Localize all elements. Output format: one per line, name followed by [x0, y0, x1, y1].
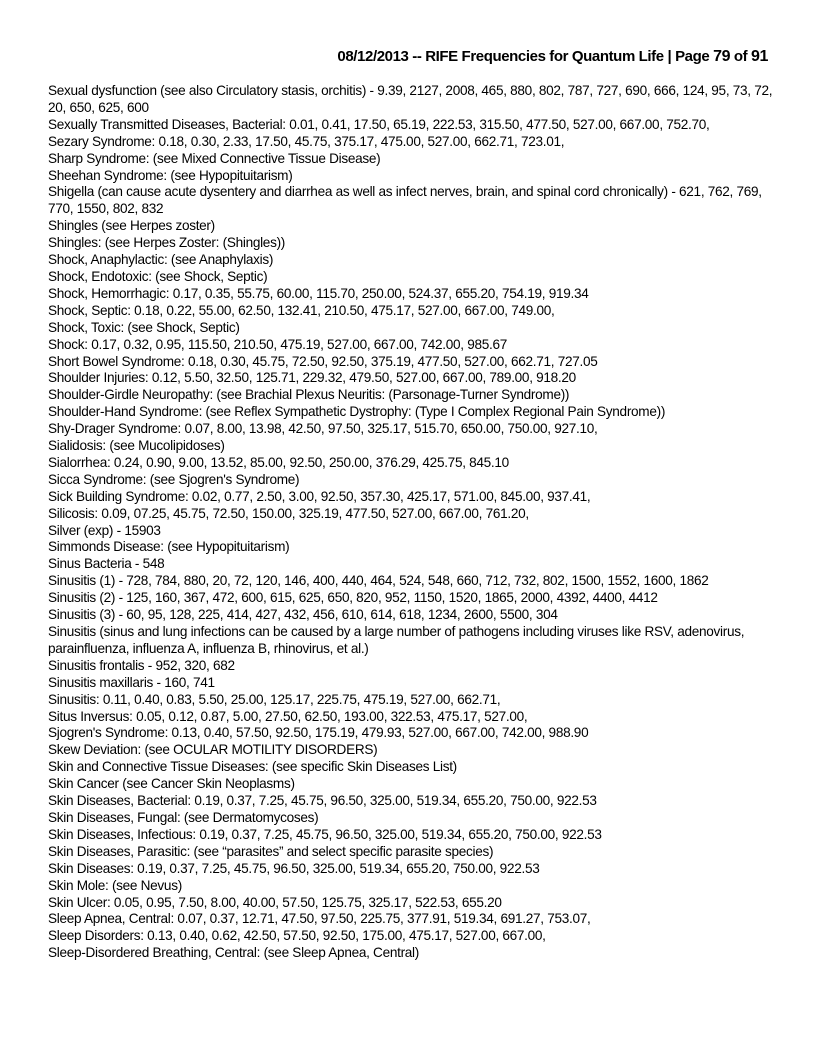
list-item: Skin Cancer (see Cancer Skin Neoplasms): [48, 776, 295, 792]
list-item: Sleep Apnea, Central: 0.07, 0.37, 12.71, 47.50, 97.50, 225.75, 377.91, 519.34, 691.27, 753.07,: [48, 911, 591, 927]
list-item: Sialidosis: (see Mucolipidoses): [48, 438, 225, 454]
list-item: Sinusitis (sinus and lung infections can be caused by a large number of pathogens including viruses like RSV, adenovirus, parainfluenza, influenza A, influenza B, rhinovirus, et al.): [48, 624, 745, 656]
page-label: Page: [675, 48, 714, 65]
list-item: Shigella (can cause acute dysentery and diarrhea as well as infect nerves, brain, and spinal cord chronically) - 621, 762, 769, 770, 1550, 802, 832: [48, 184, 762, 217]
list-item: Short Bowel Syndrome: 0.18, 0.30, 45.75, 72.50, 92.50, 375.19, 477.50, 527.00, 662.71, 727.05: [48, 353, 598, 369]
page-number: 79: [713, 48, 731, 65]
list-item: Shock: 0.17, 0.32, 0.95, 115.50, 210.50, 475.19, 527.00, 667.00, 742.00, 985.67: [48, 336, 508, 352]
list-item: Sleep-Disordered Breathing, Central: (see Sleep Apnea, Central): [48, 945, 420, 961]
list-item: Sinusitis: 0.11, 0.40, 0.83, 5.50, 25.00, 125.17, 225.75, 475.19, 527.00, 662.71,: [48, 691, 501, 707]
list-item: Shock, Septic: 0.18, 0.22, 55.00, 62.50, 132.41, 210.50, 475.17, 527.00, 667.00, 749.00,: [48, 302, 555, 318]
list-item: Silicosis: 0.09, 07.25, 45.75, 72.50, 150.00, 325.19, 477.50, 527.00, 667.00, 761.20,: [48, 505, 529, 521]
list-item: Shoulder Injuries: 0.12, 5.50, 32.50, 125.71, 229.32, 479.50, 527.00, 667.00, 789.00, 918.20: [48, 370, 576, 386]
list-item: Sexually Transmitted Diseases, Bacterial: 0.01, 0.41, 17.50, 65.19, 222.53, 315.50, 477.50, 527.00, 667.00, 752.70,: [48, 116, 710, 132]
list-item: Shingles: (see Herpes Zoster: (Shingles)): [48, 235, 286, 251]
of-label: of: [730, 48, 751, 65]
list-item: Skin Diseases, Bacterial: 0.19, 0.37, 7.25, 45.75, 96.50, 325.00, 519.34, 655.20, 750.00, 922.53: [48, 793, 597, 809]
list-item: Shock, Toxic: (see Shock, Septic): [48, 319, 240, 335]
total-pages: 91: [751, 48, 768, 65]
list-item: Shoulder-Girdle Neuropathy: (see Brachial Plexus Neuritis: (Parsonage-Turner Syndrome)): [48, 387, 570, 403]
list-item: Sicca Syndrome: (see Sjogren's Syndrome): [48, 471, 300, 487]
header-title: RIFE Frequencies for Quantum Life: [425, 48, 664, 65]
list-item: Sezary Syndrome: 0.18, 0.30, 2.33, 17.50, 45.75, 375.17, 475.00, 527.00, 662.71, 723.01,: [48, 133, 565, 149]
list-item: Skew Deviation: (see OCULAR MOTILITY DISORDERS): [48, 742, 378, 758]
list-item: Skin Diseases, Fungal: (see Dermatomycoses): [48, 809, 319, 825]
list-item: Sinusitis (3) - 60, 95, 128, 225, 414, 427, 432, 456, 610, 614, 618, 1234, 2600, 5500, 304: [48, 607, 558, 623]
header-pipe: |: [663, 48, 676, 65]
list-item: Silver (exp) - 15903: [48, 522, 161, 538]
list-item: Shock, Anaphylactic: (see Anaphylaxis): [48, 252, 274, 268]
list-item: Sinus Bacteria - 548: [48, 556, 165, 572]
list-item: Skin and Connective Tissue Diseases: (see specific Skin Diseases List): [48, 759, 457, 775]
list-item: Skin Diseases, Parasitic: (see “parasites” and select specific parasite species): [48, 843, 494, 859]
list-item: Situs Inversus: 0.05, 0.12, 0.87, 5.00, 27.50, 62.50, 193.00, 322.53, 475.17, 527.00,: [48, 708, 528, 724]
list-item: Shy-Drager Syndrome: 0.07, 8.00, 13.98, 42.50, 97.50, 325.17, 515.70, 650.00, 750.00, 927.10,: [48, 421, 598, 437]
list-item: Shingles (see Herpes zoster): [48, 218, 215, 234]
list-item: Shock, Hemorrhagic: 0.17, 0.35, 55.75, 60.00, 115.70, 250.00, 524.37, 655.20, 754.19, 919.34: [48, 285, 589, 301]
list-item: Sick Building Syndrome: 0.02, 0.77, 2.50, 3.00, 92.50, 357.30, 425.17, 571.00, 845.00, 937.41,: [48, 488, 591, 504]
list-item: Skin Diseases: 0.19, 0.37, 7.25, 45.75, 96.50, 325.00, 519.34, 655.20, 750.00, 922.53: [48, 860, 540, 876]
list-item: Sinusitis (2) - 125, 160, 367, 472, 600, 615, 625, 650, 820, 952, 1150, 1520, 1865, 2000, 4392, 4400, 4412: [48, 590, 658, 606]
list-item: Sharp Syndrome: (see Mixed Connective Tissue Disease): [48, 150, 381, 166]
list-item: Sinusitis maxillaris - 160, 741: [48, 674, 215, 690]
page-header: [337, 48, 768, 66]
header-separator: --: [408, 48, 426, 65]
list-item: Skin Mole: (see Nevus): [48, 877, 182, 893]
list-item: Simmonds Disease: (see Hypopituitarism): [48, 539, 290, 555]
list-item: Shock, Endotoxic: (see Shock, Septic): [48, 268, 268, 284]
list-item: Sleep Disorders: 0.13, 0.40, 0.62, 42.50, 57.50, 92.50, 175.00, 475.17, 527.00, 667.00,: [48, 928, 546, 944]
list-item: Skin Ulcer: 0.05, 0.95, 7.50, 8.00, 40.00, 57.50, 125.75, 325.17, 522.53, 655.20: [48, 894, 502, 910]
list-item: Sinusitis frontalis - 952, 320, 682: [48, 657, 235, 673]
list-item: Sheehan Syndrome: (see Hypopituitarism): [48, 167, 293, 183]
list-item: Sinusitis (1) - 728, 784, 880, 20, 72, 120, 146, 400, 440, 464, 524, 548, 660, 712, 732, 802, 1500, 1552, 1600, 1862: [48, 573, 709, 589]
list-item: Sialorrhea: 0.24, 0.90, 9.00, 13.52, 85.00, 92.50, 250.00, 376.29, 425.75, 845.10: [48, 454, 509, 470]
header-date: 08/12/2013: [337, 48, 409, 65]
list-item: Sexual dysfunction (see also Circulatory stasis, orchitis) - 9.39, 2127, 2008, 465, 880, 802, 787, 727, 690, 666, 124, 95, 73, 72, 20, 650, 625, 600: [48, 83, 773, 115]
list-item: Sjogren's Syndrome: 0.13, 0.40, 57.50, 92.50, 175.19, 479.93, 527.00, 667.00, 742.00, 988.90: [48, 725, 589, 741]
list-item: Skin Diseases, Infectious: 0.19, 0.37, 7.25, 45.75, 96.50, 325.00, 519.34, 655.20, 750.00, 922.53: [48, 826, 602, 842]
list-item: Shoulder-Hand Syndrome: (see Reflex Sympathetic Dystrophy: (Type I Complex Regional Pain Syndrome)): [48, 404, 666, 420]
frequency-list: [48, 83, 774, 962]
